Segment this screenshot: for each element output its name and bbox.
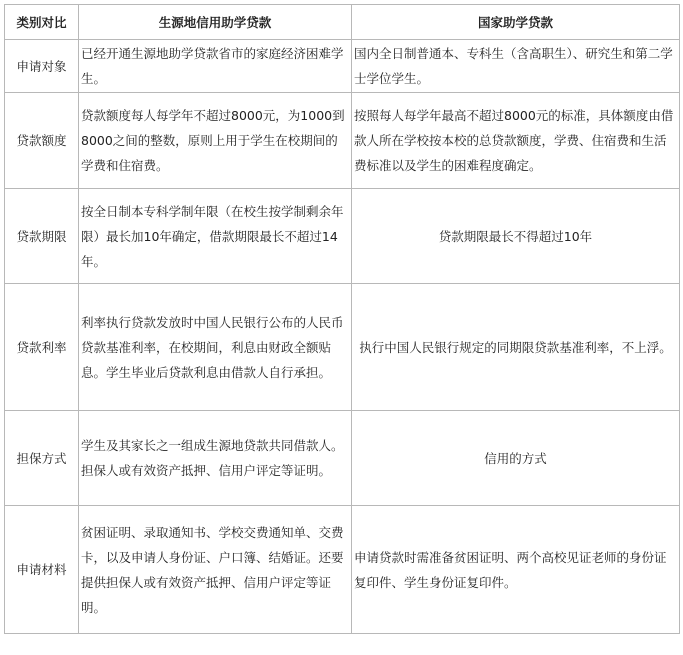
table-row	[5, 411, 680, 506]
row-label: 贷款额度	[5, 93, 79, 189]
table-row	[5, 93, 680, 189]
source-loan-cell: 利率执行贷款发放时中国人民银行公布的人民币贷款基准利率，在校期间，利息由财政全额贴息。学生毕业后贷款利息由借款人自行承担。	[79, 284, 352, 411]
national-loan-cell: 按照每人每学年最高不超过8000元的标准，具体额度由借款人所在学校按本校的总贷款额度，学费、住宿费和生活费标准以及学生的困难程度确定。	[352, 93, 680, 189]
row-label: 贷款利率	[5, 284, 79, 411]
header-source-loan: 生源地信用助学贷款	[79, 5, 352, 40]
row-label: 担保方式	[5, 411, 79, 506]
source-loan-cell: 学生及其家长之一组成生源地贷款共同借款人。担保人或有效资产抵押、信用户评定等证明。	[79, 411, 352, 506]
loan-comparison-table	[4, 4, 680, 634]
source-loan-cell: 贫困证明、录取通知书、学校交费通知单、交费卡，以及申请人身份证、户口簿、结婚证。还要提供担保人或有效资产抵押、信用户评定等证明。	[79, 506, 352, 634]
table-row	[5, 40, 680, 93]
national-loan-cell: 信用的方式	[352, 411, 680, 506]
national-loan-cell: 执行中国人民银行规定的同期限贷款基准利率，不上浮。	[352, 284, 680, 411]
table-row	[5, 284, 680, 411]
row-label: 申请材料	[5, 506, 79, 634]
national-loan-cell: 国内全日制普通本、专科生（含高职生）、研究生和第二学士学位学生。	[352, 40, 680, 93]
row-label: 贷款期限	[5, 189, 79, 284]
table-header-row	[5, 5, 680, 40]
national-loan-cell: 申请贷款时需准备贫困证明、两个高校见证老师的身份证复印件、学生身份证复印件。	[352, 506, 680, 634]
table-row	[5, 506, 680, 634]
row-label: 申请对象	[5, 40, 79, 93]
header-category: 类别对比	[5, 5, 79, 40]
national-loan-cell: 贷款期限最长不得超过10年	[352, 189, 680, 284]
source-loan-cell: 按全日制本专科学制年限（在校生按学制剩余年限）最长加10年确定，借款期限最长不超过14年。	[79, 189, 352, 284]
table-row	[5, 189, 680, 284]
source-loan-cell: 贷款额度每人每学年不超过8000元，为1000到8000之间的整数，原则上用于学生在校期间的学费和住宿费。	[79, 93, 352, 189]
source-loan-cell: 已经开通生源地助学贷款省市的家庭经济困难学生。	[79, 40, 352, 93]
header-national-loan: 国家助学贷款	[352, 5, 680, 40]
